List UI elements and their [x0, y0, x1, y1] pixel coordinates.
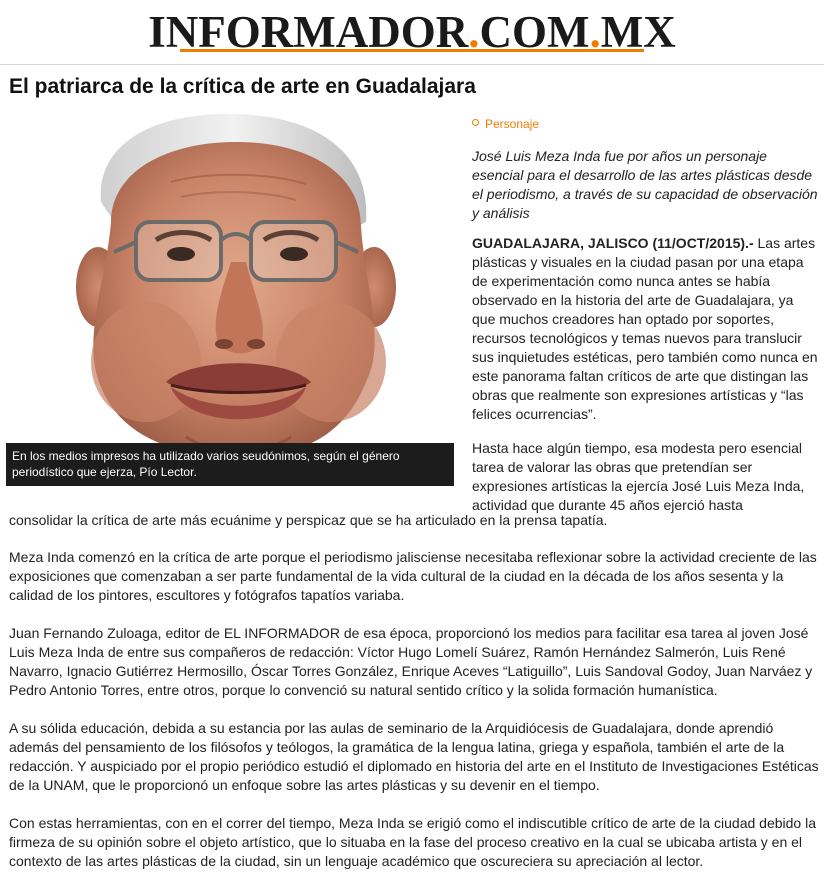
logo-dot-2: . — [589, 7, 601, 57]
logo-text-mx: MX — [600, 7, 676, 57]
header-divider — [0, 64, 824, 65]
paragraph-4: Juan Fernando Zuloaga, editor de EL INFORMADOR de esa época, proporcionó los medios para facilitar esa tarea al joven José Luis Meza Inda de entre sus compañeros de redacción: Víctor Hugo Lomelí Suárez, Ramón Hernández Salmerón, Luis René Navarro, Ignacio Gutiérrez Hermosillo, Óscar Torres González, Enrique Aceves “Latiguillo”, Luis Sandoval Godoy, Juan Narváez y Pedro Antonio Torres, entre otros, porque lo convenció su natural sentido crítico y la solida formación humanística. — [9, 625, 813, 698]
logo-dot: . — [468, 7, 480, 57]
dateline: GUADALAJARA, JALISCO (11/OCT/2015).- — [472, 235, 754, 251]
image-caption: En los medios impresos ha utilizado varios seudónimos, según el género periodístico que ejerza, Pío Lector. — [6, 443, 454, 486]
article-side-column — [472, 234, 818, 530]
paragraph-6: Con estas herramientas, con en el correr del tiempo, Meza Inda se erigió como el indiscutible crítico de arte de la ciudad debido la firmeza de su opinión sobre el objeto artístico, que lo situaba en la fase del proceso creativo en la cual se ubicaba artista y en el contexto de las artes plásticas de la ciudad, sin un lenguaje académico que oscureciera su apreciación al lector. — [9, 815, 816, 869]
section-tag-label: Personaje — [485, 117, 540, 131]
logo-underline — [180, 49, 644, 52]
logo-text-informador: INFORMADOR — [148, 7, 469, 57]
logo-text-com: COM — [479, 7, 590, 57]
circle-bullet-icon — [472, 119, 479, 126]
paragraph-2: Hasta hace algún tiempo, esa modesta pero esencial tarea de valorar las obras que pretendían ser expresiones artísticas la ejercía José Luis Meza Inda, actividad que durante 45 años ejerció hasta — [472, 440, 805, 513]
article-body — [9, 548, 821, 890]
paragraph-5: A su sólida educación, debida a su estancia por las aulas de seminario de la Arquidiócesis de Guadalajara, donde aprendió además del pensamiento de los filósofos y teólogos, la gramática de la lengua latina, griega y española, también el arte de la redacción. Y auspiciado por el propio periódico estudió el diplomado en historia del arte en el Instituto de Investigaciones Estéticas de la UNAM, que le proporcionó un enfoque sobre las artes plásticas y su devenir en el tiempo. — [9, 720, 819, 793]
paragraph-1 — [472, 234, 818, 424]
paragraph-3: Meza Inda comenzó en la crítica de arte porque el periodismo jalisciense necesitaba reflexionar sobre la actividad creciente de las exposiciones que comenzaban a ser parte fundamental de la vida cultural de la ciudad en la década de los años sesenta y la calidad de los pintores, escultores y fotógrafos tapatíos variaba. — [9, 549, 817, 603]
masthead — [0, 0, 824, 66]
article-image[interactable] — [6, 112, 454, 486]
article-summary: José Luis Meza Inda fue por años un personaje esencial para el desarrollo de las artes plásticas desde el periodismo, a través de su capacidad de observación y análisis — [472, 148, 818, 221]
article-title: El patriarca de la crítica de arte en Guadalajara — [9, 75, 476, 98]
section-tag[interactable] — [472, 116, 539, 132]
paragraph-1-text: Las artes plásticas y visuales en la ciudad pasan por una etapa de experimentación como nunca antes se había observado en la historia del arte de Guadalajara, ya que muchos creadores han optado por soportes, recursos tecnológicos y temas nuevos para translucir sus inquietudes estéticas, pero también como nunca en este panorama faltan críticos de arte que distingan las obras que realmente son expresiones artísticas y “las felices ocurrencias”. — [472, 235, 818, 422]
paragraph-2-continuation: consolidar la crítica de arte más ecuánime y perspicaz que se ha articulado en la prensa tapatía. — [9, 512, 608, 528]
caricature-illustration-icon — [6, 112, 454, 486]
